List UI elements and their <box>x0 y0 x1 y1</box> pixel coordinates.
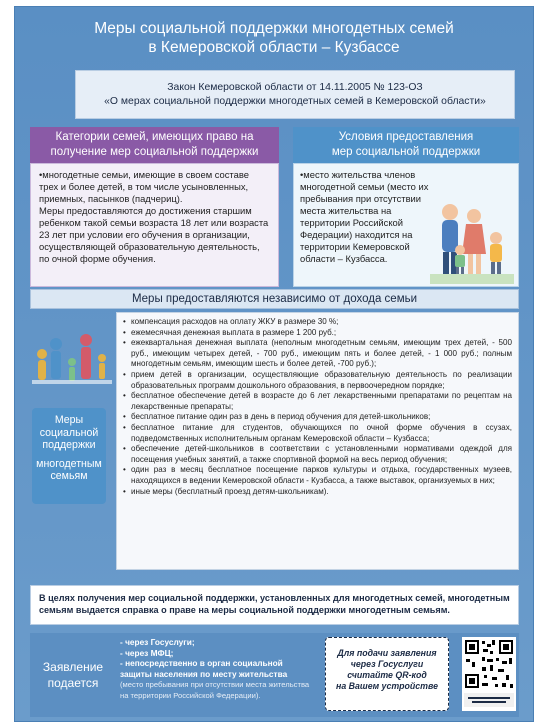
family-illustration-icon <box>430 190 514 284</box>
qr-instruction <box>325 637 449 711</box>
way-mfc: - через МФЦ; <box>120 647 174 658</box>
title-line-2: в Кемеровской области – Кузбассе <box>148 39 400 56</box>
list-item: • ежеквартальная денежная выплата (неполным многодетным семьям, имеющим трех детей, - 500 руб., имеющим четырех детей, - 700 руб., имеющим пять и более детей, - 1 000 руб.; полным многодетным семьям, имеющим шесть и более детей, -700 руб.); <box>131 338 512 370</box>
income-independent-banner: Меры предоставляются независимо от дохода семьи <box>30 289 519 309</box>
list-item: • прием детей в организации, осуществляющие образовательную деятельность по реализации образовательных программ дошкольного образования, в первоочередном порядке; <box>131 370 512 391</box>
sidebar-line-4: многодетным <box>36 457 102 470</box>
conditions-heading-line-2: мер социальной поддержки <box>331 146 481 158</box>
law-line-1: Закон Кемеровской области от 14.11.2005 № 123-ОЗ <box>167 82 423 93</box>
sidebar-label <box>32 408 106 504</box>
categories-heading-line-1: Категории семей, имеющих право на <box>55 131 254 143</box>
sidebar-line-2: социальной <box>39 426 99 439</box>
categories-paragraph-1: •многодетные семьи, имеющие в своем составе трех и более детей, в том числе усыновленных, приемных, пасынков (падчериц). <box>39 169 249 204</box>
list-item: • ежемесячная денежная выплата в размере 1 200 руб.; <box>131 328 512 339</box>
sidebar-panel <box>30 312 114 570</box>
list-item: • бесплатное питание один раз в день в период обучения для детей-школьников; <box>131 412 512 423</box>
application-label-line-1: Заявление <box>42 660 104 674</box>
application-ways <box>120 637 310 700</box>
list-item: • иные меры (бесплатный проезд детям-школьникам). <box>131 487 512 498</box>
measures-list <box>116 312 519 570</box>
way-social-protection-note: (место пребывания при отсутствии места жительства на территории Российской Федерации). <box>120 680 310 700</box>
conditions-heading <box>293 127 519 163</box>
conditions-text: •место жительства членов многодетной семьи (место их пребывания при отсутствии места жительства на территории Российской Федерации) находится на территории Кемеровской области – Кузбасса. <box>300 169 429 264</box>
categories-heading-line-2: получение мер социальной поддержки <box>50 146 259 158</box>
way-social-protection-label: - непосредственно в орган социальной защиты населения по месту жительства <box>120 658 288 679</box>
page-title <box>15 7 533 67</box>
way-social-protection <box>120 658 310 700</box>
list-item: • один раз в месяц бесплатное посещение парков культуры и отдыха, государственных музеев, находящихся в ведении Кемеровской области - Кузбасса, а также выставок, организуемых в них; <box>131 465 512 486</box>
family-silhouette-icon <box>30 314 114 406</box>
qr-line-3: считайте QR-код <box>347 670 427 680</box>
list-item: • компенсация расходов на оплату ЖКУ в размере 30 %; <box>131 317 512 328</box>
application-section <box>30 633 519 717</box>
law-reference <box>75 70 515 119</box>
conditions-body <box>293 163 519 287</box>
categories-paragraph-2: Меры предоставляются до достижения старшим ребенком такой семьи возраста 18 лет или возраста 23 лет при условии его обучения в организации, осуществляющей образовательную деятельность, по очной форме обучения. <box>39 205 269 264</box>
categories-body <box>30 163 279 287</box>
application-label <box>42 659 104 691</box>
certificate-note: В целях получения мер социальной поддержки, установленных для многодетных семей, многодетным семьям выдается справка о праве на меры социальной поддержки многодетным семьям. <box>30 585 519 625</box>
sidebar-line-1: Меры <box>54 414 84 426</box>
list-item: • обеспечение детей-школьников в соответствии с установленными нормативами одеждой для посещения учебных занятий, а также спортивной формой на весь период обучения; <box>131 444 512 465</box>
title-line-1: Меры социальной поддержки многодетных семей <box>94 20 454 37</box>
way-gosuslugi: - через Госуслуги; <box>120 637 195 647</box>
sidebar-line-5: семьям <box>50 470 88 482</box>
sidebar-line-3: поддержки <box>42 439 96 451</box>
conditions-heading-line-1: Условия предоставления <box>338 131 474 143</box>
law-line-2: «О мерах социальной поддержки многодетных семей в Кемеровской области» <box>104 96 486 107</box>
categories-heading <box>30 127 279 163</box>
qr-code-icon[interactable] <box>462 637 516 711</box>
qr-line-1: Для подачи заявления <box>337 648 437 658</box>
infographic-page <box>14 6 534 722</box>
qr-line-2: через Госуслуги <box>350 659 424 669</box>
qr-line-4: на Вашем устройстве <box>336 681 438 691</box>
list-item: • бесплатное питание для студентов, обучающихся по очной форме обучения в ссузах, подведомственных исполнительным органам Кемеровской области – Кузбасса; <box>131 423 512 444</box>
list-item: • бесплатное обеспечение детей в возрасте до 6 лет лекарственными препаратами по рецептам на лекарственные препараты; <box>131 391 512 412</box>
application-label-line-2: подается <box>47 676 99 690</box>
